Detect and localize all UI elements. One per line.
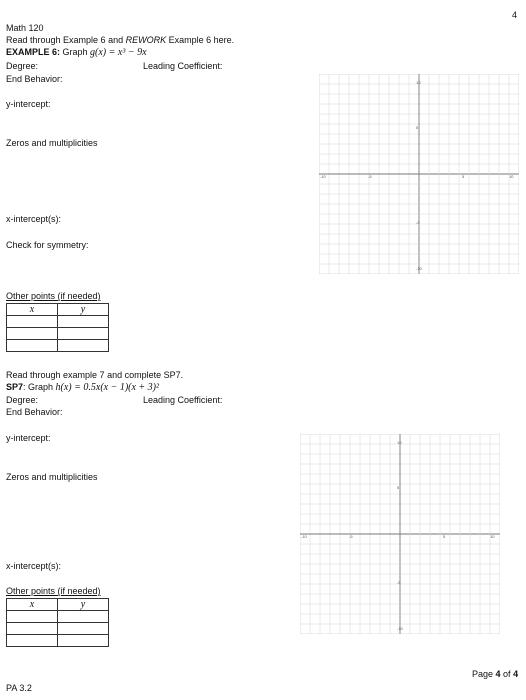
sp7-leading: Leading Coefficient:	[143, 395, 223, 405]
y-tick-top: 10	[397, 440, 402, 445]
table-cell[interactable]	[7, 328, 58, 340]
page-prefix: Page	[472, 669, 496, 679]
table-cell[interactable]	[58, 611, 109, 623]
example6-symmetry: Check for symmetry:	[6, 240, 89, 250]
instruction-emphasis: REWORK	[125, 35, 167, 45]
x-tick-right: 10	[490, 534, 495, 539]
table-cell[interactable]	[58, 635, 109, 647]
table-cell[interactable]	[58, 623, 109, 635]
sp7-points-table	[6, 598, 109, 647]
table-cell[interactable]	[7, 635, 58, 647]
y-tick-mid-top: 5	[416, 125, 419, 130]
x-tick-right: 10	[509, 174, 514, 179]
table-row	[7, 328, 109, 340]
sp7-zeros: Zeros and multiplicities	[6, 472, 98, 482]
table-cell[interactable]	[7, 340, 58, 352]
page-of: of	[500, 669, 514, 679]
example6-function: g(x) = x³ − 9x	[90, 47, 147, 58]
sp7-x-intercepts: x-intercept(s):	[6, 561, 62, 571]
y-tick-bottom: -10	[416, 266, 422, 271]
x-tick-mid-left: -5	[368, 174, 372, 179]
y-tick-mid-top: 5	[397, 485, 400, 490]
sp7-other-points: Other points (if needed)	[6, 586, 101, 596]
x-tick-mid-right: 5	[462, 174, 465, 179]
sp7-degree: Degree:	[6, 395, 39, 405]
page-number: 4	[512, 10, 518, 20]
y-tick-bottom: -10	[397, 626, 403, 631]
table-header-row	[7, 599, 109, 611]
table-cell[interactable]	[58, 340, 109, 352]
y-tick-top: 10	[416, 80, 421, 85]
x-column-header: x	[7, 304, 58, 316]
example6-heading-text: Graph	[60, 47, 91, 57]
document-id: PA 3.2	[6, 683, 32, 693]
table-row	[7, 611, 109, 623]
table-cell[interactable]	[7, 611, 58, 623]
sp7-end-behavior: End Behavior:	[6, 407, 63, 417]
sp7-heading	[6, 382, 159, 393]
table-row	[7, 635, 109, 647]
sp7-y-intercept: y-intercept:	[6, 433, 51, 443]
sp7-instruction: Read through example 7 and complete SP7.	[6, 370, 184, 380]
x-tick-left: -10	[320, 174, 326, 179]
page-current: 4	[495, 669, 501, 679]
example6-degree: Degree:	[6, 61, 39, 71]
table-row	[7, 316, 109, 328]
example6-leading: Leading Coefficient:	[143, 61, 223, 71]
instruction-post: Example 6 here.	[166, 35, 235, 45]
example6-y-intercept: y-intercept:	[6, 99, 51, 109]
x-tick-mid-left: -5	[349, 534, 353, 539]
sp7-label: SP7	[6, 382, 24, 392]
example6-points-table	[6, 303, 109, 352]
y-column-header: y	[58, 304, 109, 316]
example6-other-points: Other points (if needed)	[6, 291, 101, 301]
sp7-graph-grid	[300, 434, 500, 634]
table-row	[7, 623, 109, 635]
course-title: Math 120	[6, 23, 44, 33]
sp7-function: h(x) = 0.5x(x − 1)(x + 3)²	[55, 382, 160, 393]
example6-label: EXAMPLE 6:	[6, 47, 61, 57]
table-cell[interactable]	[7, 623, 58, 635]
y-tick-mid-bottom: -5	[397, 580, 401, 585]
page-total: 4	[513, 669, 519, 679]
x-tick-mid-right: 5	[443, 534, 446, 539]
table-cell[interactable]	[7, 316, 58, 328]
x-column-header: x	[7, 599, 58, 611]
table-header-row	[7, 304, 109, 316]
y-column-header: y	[58, 599, 109, 611]
table-cell[interactable]	[58, 328, 109, 340]
table-cell[interactable]	[58, 316, 109, 328]
example6-heading	[6, 47, 147, 58]
x-tick-left: -10	[301, 534, 307, 539]
example6-instruction	[6, 35, 234, 46]
instruction-pre: Read through Example 6 and	[6, 35, 126, 45]
example6-x-intercepts: x-intercept(s):	[6, 214, 62, 224]
table-row	[7, 340, 109, 352]
y-tick-mid-bottom: -5	[416, 220, 420, 225]
example6-graph-grid	[319, 74, 519, 274]
example6-end-behavior: End Behavior:	[6, 74, 63, 84]
example6-zeros: Zeros and multiplicities	[6, 138, 98, 148]
sp7-heading-text: : Graph	[23, 382, 56, 392]
page-indicator	[472, 669, 518, 680]
